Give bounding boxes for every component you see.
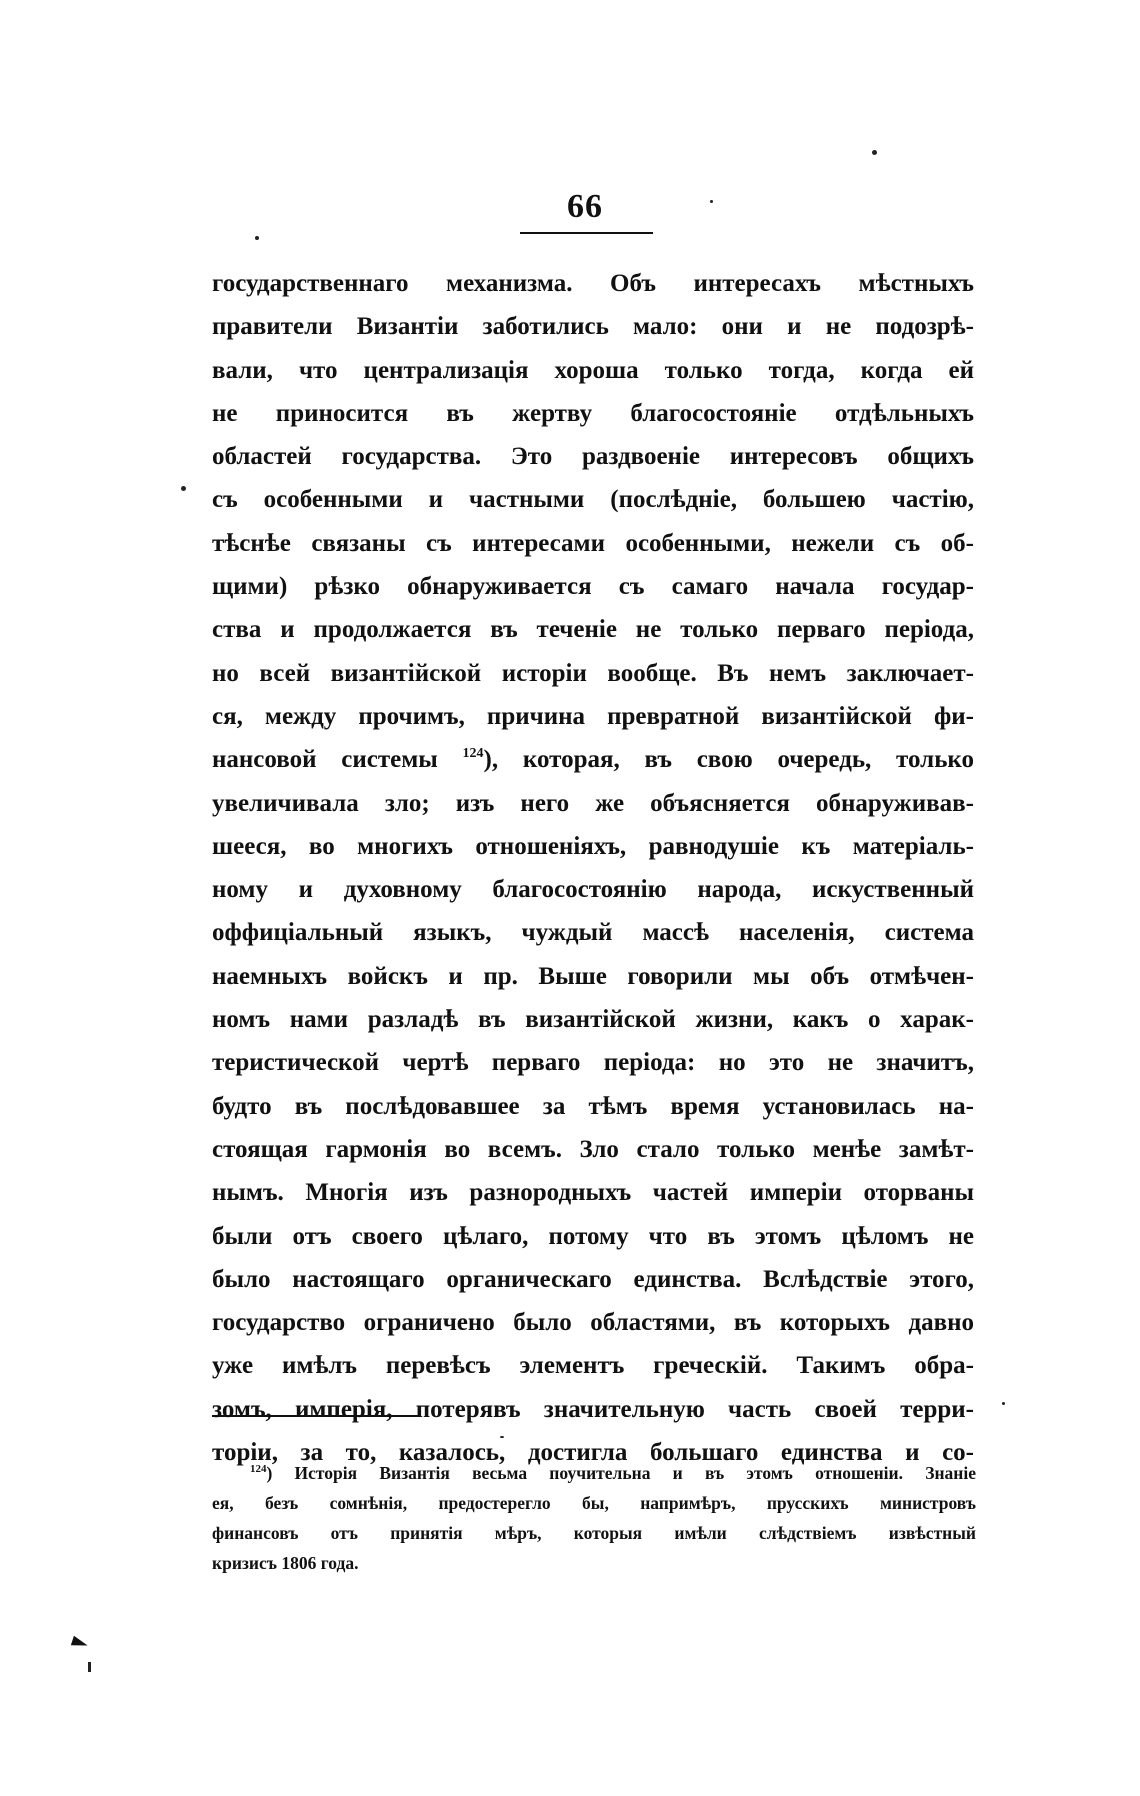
text-line: увеличивала зло; изъ него же объясняется обнаруживав- xyxy=(212,789,974,817)
text-segment: нансовой системы xyxy=(212,746,438,774)
text-line: наемныхъ войскъ и пр. Выше говорили мы объ отмѣчен- xyxy=(212,962,974,990)
text-line: государственнаго механизма. Объ интересахъ мѣстныхъ xyxy=(212,270,974,297)
text-line: щими) рѣзко обнаруживается съ самаго начала государ- xyxy=(212,573,974,601)
body-text xyxy=(212,262,974,1474)
text-line: стоящая гармонія во всемъ. Зло стало только менѣе замѣт- xyxy=(212,1135,974,1163)
footnote-line: кризисъ 1806 года. xyxy=(212,1553,359,1573)
text-line: оффиціальный языкъ, чуждый массѣ населенія, система xyxy=(212,919,974,947)
text-line-with-footnote-ref xyxy=(212,738,974,781)
text-line: но всей византійской исторіи вообще. Въ немъ заключает- xyxy=(212,659,974,687)
scan-speck xyxy=(710,200,713,203)
footnote xyxy=(212,1458,976,1578)
text-line: уже имѣлъ перевѣсъ элементъ греческій. Такимъ обра- xyxy=(212,1352,974,1380)
footnote-separator xyxy=(212,1415,418,1417)
scan-speck xyxy=(872,150,877,155)
edge-arrow-icon xyxy=(71,1636,89,1650)
text-line: съ особенными и частными (послѣдніе, большею частію, xyxy=(212,486,974,514)
footnote-line xyxy=(212,1458,976,1488)
text-line: были отъ своего цѣлаго, потому что въ этомъ цѣломъ не xyxy=(212,1222,974,1250)
scan-speck xyxy=(181,486,186,491)
text-line: вали, что централизація хороша только тогда, когда ей xyxy=(212,356,974,384)
text-segment: ), которая, въ свою очередь, только xyxy=(483,746,974,774)
scan-speck xyxy=(1002,1402,1005,1405)
text-line: государство ограничено было областями, въ которыхъ давно xyxy=(212,1309,974,1337)
text-line: областей государства. Это раздвоеніе интересовъ общихъ xyxy=(212,443,974,471)
text-line: тѣснѣе связаны съ интересами особенными, нежели съ об- xyxy=(212,529,974,557)
page-number: 66 xyxy=(567,188,603,225)
footnote-text: ) Исторія Византія весьма поучительна и въ этомъ отношеніи. Знаніе xyxy=(266,1463,976,1483)
text-line: будто въ послѣдовавшее за тѣмъ время установилась на- xyxy=(212,1092,974,1120)
text-line: торіи, за то, казалось, достигла большаго единства и со- xyxy=(212,1439,974,1467)
text-line: не приносится въ жертву благосостояніе отдѣльныхъ xyxy=(212,399,974,427)
text-line: номъ нами разладѣ въ византійской жизни, какъ о харак- xyxy=(212,1006,974,1034)
footnote-line: ея, безъ сомнѣнія, предостерегло бы, напримѣръ, прусскихъ министровъ xyxy=(212,1493,976,1513)
scan-speck xyxy=(500,1436,504,1438)
text-line: ся, между прочимъ, причина превратной византійской фи- xyxy=(212,702,974,730)
text-line: зомъ, имперія, потерявъ значительную часть своей терри- xyxy=(212,1395,974,1423)
text-line: правители Византіи заботились мало: они и не подозрѣ- xyxy=(212,313,974,341)
text-line: ному и духовному благосостоянію народа, искуственный xyxy=(212,876,974,904)
text-line: ства и продолжается въ теченіе не только перваго періода, xyxy=(212,616,974,644)
text-line: теристической чертѣ перваго періода: но это не значитъ, xyxy=(212,1049,974,1077)
header-rule xyxy=(520,232,653,234)
footnote-line: финансовъ отъ принятія мѣръ, которыя имѣли слѣдствіемъ извѣстный xyxy=(212,1523,976,1543)
text-line: было настоящаго органическаго единства. Вслѣдствіе этого, xyxy=(212,1265,974,1293)
footnote-mark: 124 xyxy=(250,1463,267,1475)
text-line: нымъ. Многія изъ разнородныхъ частей имперіи оторваны xyxy=(212,1179,974,1207)
text-line: шееся, во многихъ отношеніяхъ, равнодушіе къ матеріаль- xyxy=(212,832,974,860)
scan-speck xyxy=(255,236,259,240)
scan-speck xyxy=(88,1662,91,1672)
footnote-reference: 124 xyxy=(462,746,484,762)
